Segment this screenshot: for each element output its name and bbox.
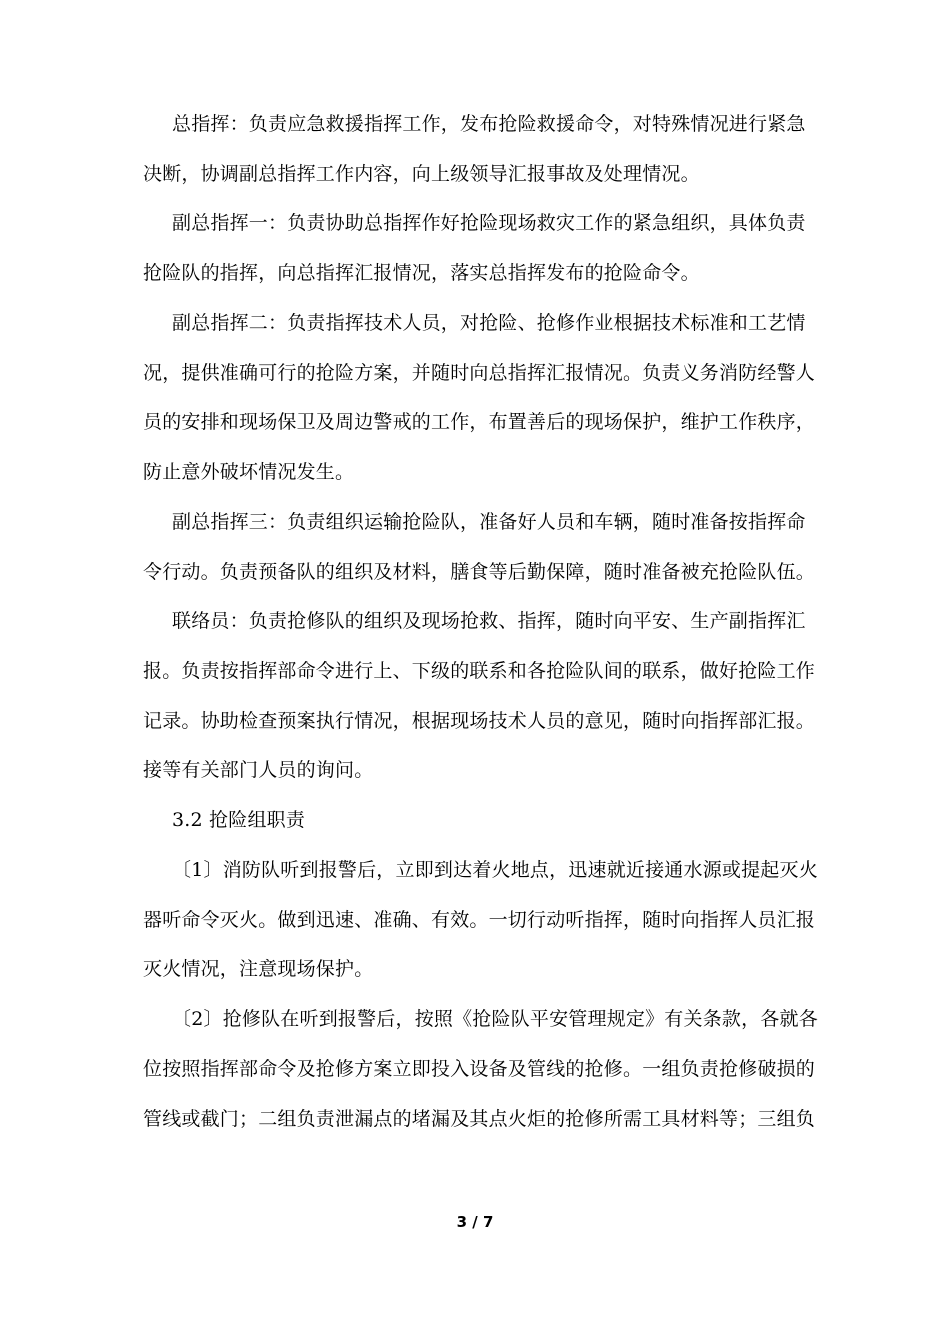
- paragraph-line: 联络员：负责抢修队的组织及现场抢救、指挥，随时向平安、生产副指挥汇: [172, 610, 806, 632]
- section-heading: 3.2 抢险组职责: [172, 809, 306, 831]
- paragraph-line: 员的安排和现场保卫及周边警戒的工作，布置善后的现场保护，维护工作秩序，: [143, 411, 816, 433]
- page-number: 3 / 7: [456, 1213, 494, 1231]
- paragraph-line: 管线或截门；二组负责泄漏点的堵漏及其点火炬的抢修所需工具材料等；三组负: [143, 1108, 816, 1130]
- paragraph-line: 器听命令灭火。做到迅速、准确、有效。一切行动听指挥，随时向指挥人员汇报: [143, 909, 816, 931]
- paragraph-line: 灭火情况，注意现场保护。: [143, 958, 374, 980]
- paragraph-line: 接等有关部门人员的询问。: [143, 759, 374, 781]
- paragraph-line: 令行动。负责预备队的组织及材料，膳食等后勤保障，随时准备被充抢险队伍。: [143, 561, 816, 583]
- paragraph-line: 抢险队的指挥，向总指挥汇报情况，落实总指挥发布的抢险命令。: [143, 262, 700, 284]
- paragraph-line: 位按照指挥部命令及抢修方案立即投入设备及管线的抢修。一组负责抢修破损的: [143, 1058, 816, 1080]
- paragraph-line: 防止意外破坏情况发生。: [143, 461, 355, 483]
- paragraph-line: 副总指挥二：负责指挥技术人员，对抢险、抢修作业根据技术标准和工艺情: [172, 312, 806, 334]
- paragraph-line: 〔1〕消防队听到报警后，立即到达着火地点，迅速就近接通水源或提起灭火: [172, 859, 818, 881]
- paragraph-line: 况，提供准确可行的抢险方案，并随时向总指挥汇报情况。负责义务消防经警人: [143, 362, 816, 384]
- paragraph-line: 报。负责按指挥部命令进行上、下级的联系和各抢险队间的联系，做好抢险工作: [143, 660, 816, 682]
- paragraph-line: 记录。协助检查预案执行情况，根据现场技术人员的意见，随时向指挥部汇报。: [143, 710, 816, 732]
- paragraph-line: 〔2〕抢修队在听到报警后，按照《抢险队平安管理规定》有关条款，各就各: [172, 1008, 818, 1030]
- paragraph-line: 副总指挥三：负责组织运输抢险队，准备好人员和车辆，随时准备按指挥命: [172, 511, 806, 533]
- paragraph-line: 副总指挥一：负责协助总指挥作好抢险现场救灾工作的紧急组织，具体负责: [172, 212, 806, 234]
- paragraph-line: 决断，协调副总指挥工作内容，向上级领导汇报事故及处理情况。: [143, 163, 700, 185]
- paragraph-line: 总指挥：负责应急救援指挥工作，发布抢险救援命令，对特殊情况进行紧急: [172, 113, 806, 135]
